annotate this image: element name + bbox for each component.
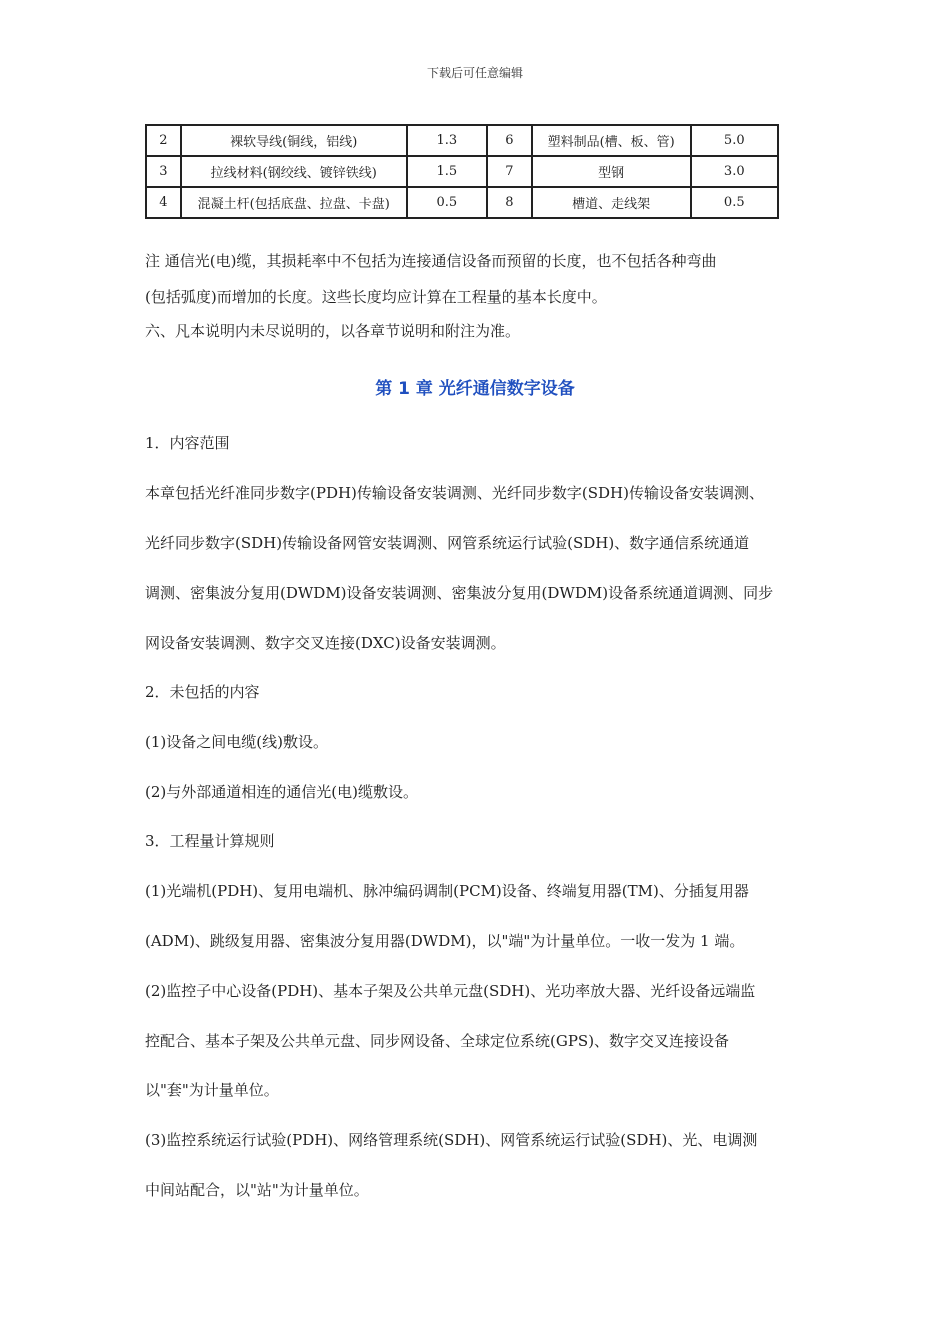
section-1-title: 1．内容范围 [145,434,230,452]
table-cell: 7 [487,156,532,187]
table-cell: 6 [487,125,532,156]
section-3-title: 3．工程量计算规则 [145,832,275,850]
section-3-line: (1)光端机(PDH)、复用电端机、脉冲编码调制(PCM)设备、终端复用器(TM)、分插复用器 [145,882,749,900]
chapter-title: 第 1 章 光纤通信数字设备 [375,379,575,399]
section-1-line: 光纤同步数字(SDH)传输设备网管安装调测、网管系统运行试验(SDH)、数字通信系统通道 [145,534,750,552]
table-cell: 塑料制品(槽、板、管) [532,125,691,156]
section-3-line: 中间站配合，以"站"为计量单位。 [145,1181,369,1199]
section-1-line: 调测、密集波分复用(DWDM)设备安装调测、密集波分复用(DWDM)设备系统通道调测、同步 [145,584,774,602]
table-cell: 槽道、走线架 [532,187,691,218]
table-cell: 3.0 [691,156,778,187]
table-cell: 1.3 [407,125,487,156]
table-cell: 2 [146,125,181,156]
section-3-line: (ADM)、跳级复用器、密集波分复用器(DWDM)，以"端"为计量单位。一收一发为 1 端。 [145,932,745,950]
section-3-line: (2)监控子中心设备(PDH)、基本子架及公共单元盘(SDH)、光功率放大器、光纤设备远端监 [145,982,756,1000]
page-header: 下载后可任意编辑 [426,66,523,80]
table-cell: 3 [146,156,181,187]
section-1-line: 网设备安装调测、数字交叉连接(DXC)设备安装调测。 [145,634,506,652]
item-6: 六、凡本说明内未尽说明的，以各章节说明和附注为准。 [145,322,521,340]
section-3-line: 以"套"为计量单位。 [145,1081,279,1099]
table-cell: 裸软导线(铜线，铝线) [181,125,407,156]
section-3-line: 控配合、基本子架及公共单元盘、同步网设备、全球定位系统(GPS)、数字交叉连接设备 [145,1032,730,1050]
table-cell: 混凝土杆(包括底盘、拉盘、卡盘) [181,187,407,218]
loss-rate-table [145,124,779,219]
note-line-2: (包括弧度)而增加的长度。这些长度均应计算在工程量的基本长度中。 [145,288,607,306]
table-row [146,187,778,218]
table-cell: 5.0 [691,125,778,156]
table-row [146,156,778,187]
table-row [146,125,778,156]
section-2-line: (1)设备之间电缆(线)敷设。 [145,733,328,751]
table-cell: 0.5 [407,187,487,218]
note-line-1: 注 通信光(电)缆，其损耗率中不包括为连接通信设备而预留的长度，也不包括各种弯曲 [145,252,717,270]
section-3-line: (3)监控系统运行试验(PDH)、网络管理系统(SDH)、网管系统运行试验(SDH)、光、电调测 [145,1131,758,1149]
table-cell: 拉线材料(钢绞线、镀锌铁线) [181,156,407,187]
section-1-line: 本章包括光纤准同步数字(PDH)传输设备安装调测、光纤同步数字(SDH)传输设备安装调测、 [145,484,764,502]
table-cell: 0.5 [691,187,778,218]
section-2-title: 2．未包括的内容 [145,683,260,701]
table-cell: 型钢 [532,156,691,187]
table-cell: 8 [487,187,532,218]
table-cell: 1.5 [407,156,487,187]
section-2-line: (2)与外部通道相连的通信光(电)缆敷设。 [145,783,418,801]
table-cell: 4 [146,187,181,218]
